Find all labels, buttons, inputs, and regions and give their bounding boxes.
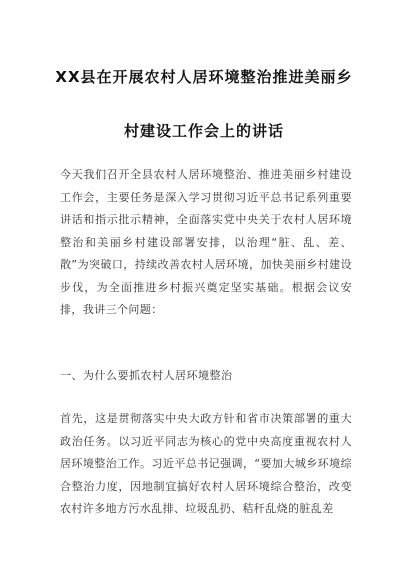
intro-paragraph: 今天我们召开全县农村人居环境整治、推进美丽乡村建设工作会，主要任务是深入学习贯彻习近平总书记系列重要讲话和指示批示精神，全面落实党中央关于农村人居环境整治和美丽乡村建设部署安排，以治理“脏、乱、差、散”为突破口，持续改善农村人居环境，加快美丽乡村建设步伐，为全面推进乡村振兴奠定坚实基础。根据会议安排，我讲三个问题： xyxy=(60,168,352,316)
section-heading-1: 一、为什么要抓农村人居环境整治 xyxy=(60,369,233,382)
section-1-paragraph: 首先，这是贯彻落实中央大政方针和省市决策部署的重大政治任务。以习近平同志为核心的党中央高度重视农村人居环境整治工作。习近平总书记强调，“要加大城乡环境综合整治力度，因地制宜搞好农村人居环境综合整治，改变农村许多地方污水乱排、垃圾乱扔、秸秆乱烧的脏乱差 xyxy=(60,412,352,515)
document-title-line-1: XX县在开展农村人居环境整治推进美丽乡 xyxy=(55,68,353,86)
document-title-line-2: 村建设工作会上的讲话 xyxy=(123,122,284,140)
